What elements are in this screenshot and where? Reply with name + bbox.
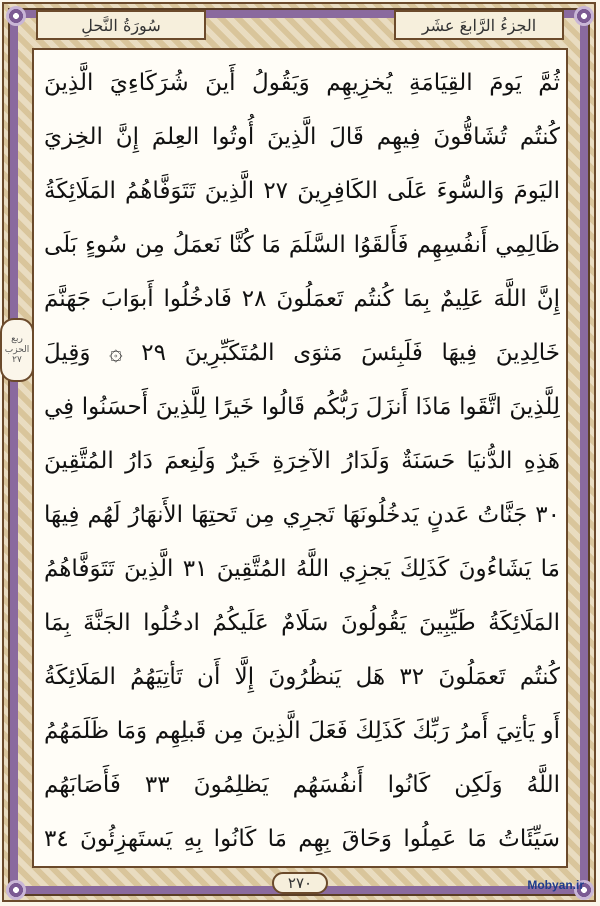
verse-line: ٣٠ جَنَّاتُ عَدنٍ يَدخُلُونَهَا تَجرِي مِن تَحتِهَا الأَنهَارُ لَهُم فِيهَا — [44, 502, 560, 528]
verse-line: إِنَّ اللَّهَ عَلِيمٌ بِمَا كُنتُم تَعمَلُونَ ٢٨ فَادخُلُوا أَبوَابَ جَهَنَّمَ — [44, 286, 560, 312]
verse-line: اللَّهُ وَلَكِن كَانُوا أَنفُسَهُم يَظلِمُونَ ٣٣ فَأَصَابَهُم — [44, 772, 560, 798]
verse-line: مَا يَشَاءُونَ كَذَلِكَ يَجزِي اللَّهُ المُتَّقِينَ ٣١ الَّذِينَ تَتَوَفَّاهُمُ — [44, 556, 560, 582]
page-number: ٢٧٠ — [272, 872, 328, 894]
marker-line: ربع — [11, 333, 23, 344]
verse-line: أَو يَأتِيَ أَمرُ رَبِّكَ كَذَلِكَ فَعَلَ الَّذِينَ مِن قَبلِهِم وَمَا ظَلَمَهُمُ — [44, 718, 560, 744]
hizb-quarter-marker — [0, 318, 34, 382]
verse-line: اليَومَ وَالسُّوءَ عَلَى الكَافِرِينَ ٢٧ الَّذِينَ تَتَوَفَّاهُمُ المَلَائِكَةُ — [44, 178, 560, 204]
site-watermark: Mobyan.ir — [527, 878, 584, 892]
surah-title: سُورَةُ النَّحلِ — [36, 10, 206, 40]
corner-flower-icon — [6, 6, 26, 26]
verse-lines — [44, 56, 560, 866]
juz-title: الجزءُ الرَّابعَ عشَر — [394, 10, 564, 40]
verse-line: سَيِّئَاتُ مَا عَمِلُوا وَحَاقَ بِهِم مَا كَانُوا بِهِ يَستَهزِئُونَ ٣٤ — [44, 826, 560, 852]
verse-line: خَالِدِينَ فِيهَا فَلَبِئسَ مَثوَى المُتَكَبِّرِينَ ٢٩ ۞ وَقِيلَ — [44, 340, 560, 366]
verse-line: كُنتُم تَعمَلُونَ ٣٢ هَل يَنظُرُونَ إِلَّا أَن تَأتِيَهُمُ المَلَائِكَةُ — [44, 664, 560, 690]
verse-line: هَذِهِ الدُّنيَا حَسَنَةٌ وَلَدَارُ الآخِرَةِ خَيرٌ وَلَنِعمَ دَارُ المُتَّقِينَ — [44, 448, 560, 474]
verse-line: كُنتُم تُشَاقُّونَ فِيهِم قَالَ الَّذِينَ أُوتُوا العِلمَ إِنَّ الخِزيَ — [44, 124, 560, 150]
verse-line: ثُمَّ يَومَ القِيَامَةِ يُخزِيهِم وَيَقُولُ أَينَ شُرَكَاءِيَ الَّذِينَ — [44, 70, 560, 96]
marker-line: ٢٧ — [12, 355, 22, 366]
corner-flower-icon — [574, 6, 594, 26]
verse-line: المَلَائِكَةُ طَيِّبِينَ يَقُولُونَ سَلَامٌ عَلَيكُمُ ادخُلُوا الجَنَّةَ بِمَا — [44, 610, 560, 636]
corner-flower-icon — [6, 880, 26, 900]
verse-line: لِلَّذِينَ اتَّقَوا مَاذَا أَنزَلَ رَبُّكُم قَالُوا خَيرًا لِلَّذِينَ أَحسَنُوا فِي — [44, 394, 560, 420]
verse-line: ظَالِمِي أَنفُسِهِم فَأَلقَوُا السَّلَمَ مَا كُنَّا نَعمَلُ مِن سُوءٍ بَلَى — [44, 232, 560, 258]
marker-line: الحزب — [4, 344, 30, 355]
text-panel — [32, 48, 568, 868]
